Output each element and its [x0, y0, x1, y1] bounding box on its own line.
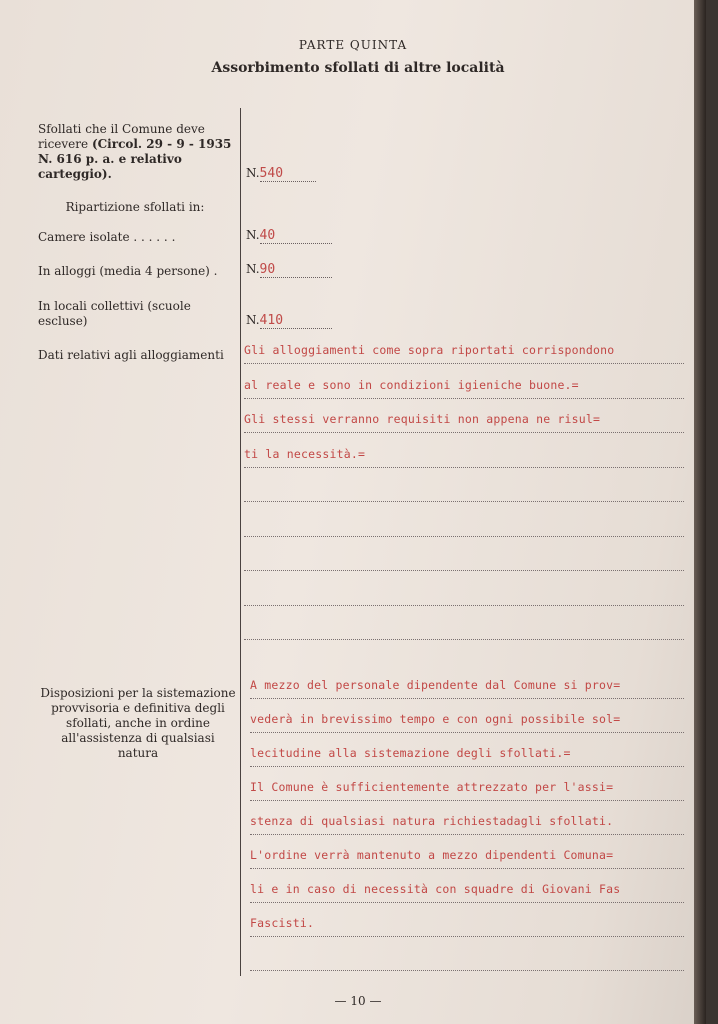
- typed-line: [244, 619, 684, 640]
- typed-line: [244, 481, 684, 502]
- section-title: Assorbimento sfollati di altre località: [211, 60, 505, 76]
- typed-line: [244, 550, 684, 571]
- page-number: — 10 —: [334, 994, 382, 1008]
- camere-isolate-prefix: N.: [246, 228, 260, 242]
- locali-collettivi-field: [246, 313, 332, 329]
- typed-line: [250, 950, 684, 971]
- locali-collettivi-prefix: N.: [246, 313, 260, 327]
- typed-line: A mezzo del personale dipendente dal Comune si prov=: [250, 678, 684, 699]
- column-divider: [240, 108, 241, 976]
- typed-line: Fascisti.: [250, 916, 684, 937]
- typed-line: Gli alloggiamenti come sopra riportati corrispondono: [244, 343, 684, 364]
- sfollati-label: [38, 122, 232, 182]
- sfollati-label-bold: (Circol. 29 - 9 - 1935 N. 616 p. a. e relativo carteggio).: [38, 137, 232, 181]
- alloggi-field: [246, 262, 332, 278]
- camere-isolate-field: [246, 228, 332, 244]
- camere-isolate-label: Camere isolate . . . . . .: [38, 230, 176, 244]
- typed-line: Gli stessi verranno requisiti non appena ne risul=: [244, 412, 684, 433]
- sfollati-total-prefix: N.: [246, 166, 260, 180]
- dati-alloggiamenti-label: Dati relativi agli alloggiamenti: [38, 348, 224, 362]
- typed-line: stenza di qualsiasi natura richiestadagli sfollati.: [250, 814, 684, 835]
- camere-isolate-value: 40: [260, 228, 332, 244]
- part-heading: PARTE QUINTA: [298, 38, 408, 52]
- alloggi-value: 90: [260, 262, 332, 278]
- disposizioni-label: Disposizioni per la sistemazione provvisoria e definitiva degli sfollati, anche in ordine all'assistenza di qualsiasi natura: [40, 686, 236, 760]
- typed-line: L'ordine verrà mantenuto a mezzo dipendenti Comuna=: [250, 848, 684, 869]
- alloggi-label: In alloggi (media 4 persone) .: [38, 264, 218, 278]
- page-edge: [694, 0, 706, 1024]
- sfollati-total-value: 540: [260, 166, 316, 182]
- locali-collettivi-value: 410: [260, 313, 332, 329]
- typed-line: li e in caso di necessità con squadre di Giovani Fas: [250, 882, 684, 903]
- typed-line: ti la necessità.=: [244, 447, 684, 468]
- sfollati-total-field: [246, 166, 316, 182]
- typed-line: Il Comune è sufficientemente attrezzato per l'assi=: [250, 780, 684, 801]
- typed-line: al reale e sono in condizioni igieniche buone.=: [244, 378, 684, 399]
- sfollati-label-plain: Sfollati che il Comune deve ricevere: [38, 122, 205, 151]
- typed-line: [244, 516, 684, 537]
- alloggi-prefix: N.: [246, 262, 260, 276]
- ripartizione-label: Ripartizione sfollati in:: [65, 200, 205, 214]
- typed-line: lecitudine alla sistemazione degli sfollati.=: [250, 746, 684, 767]
- typed-line: vederà in brevissimo tempo e con ogni possibile sol=: [250, 712, 684, 733]
- typed-line: [244, 585, 684, 606]
- locali-collettivi-label: In locali collettivi (scuole escluse): [38, 299, 191, 328]
